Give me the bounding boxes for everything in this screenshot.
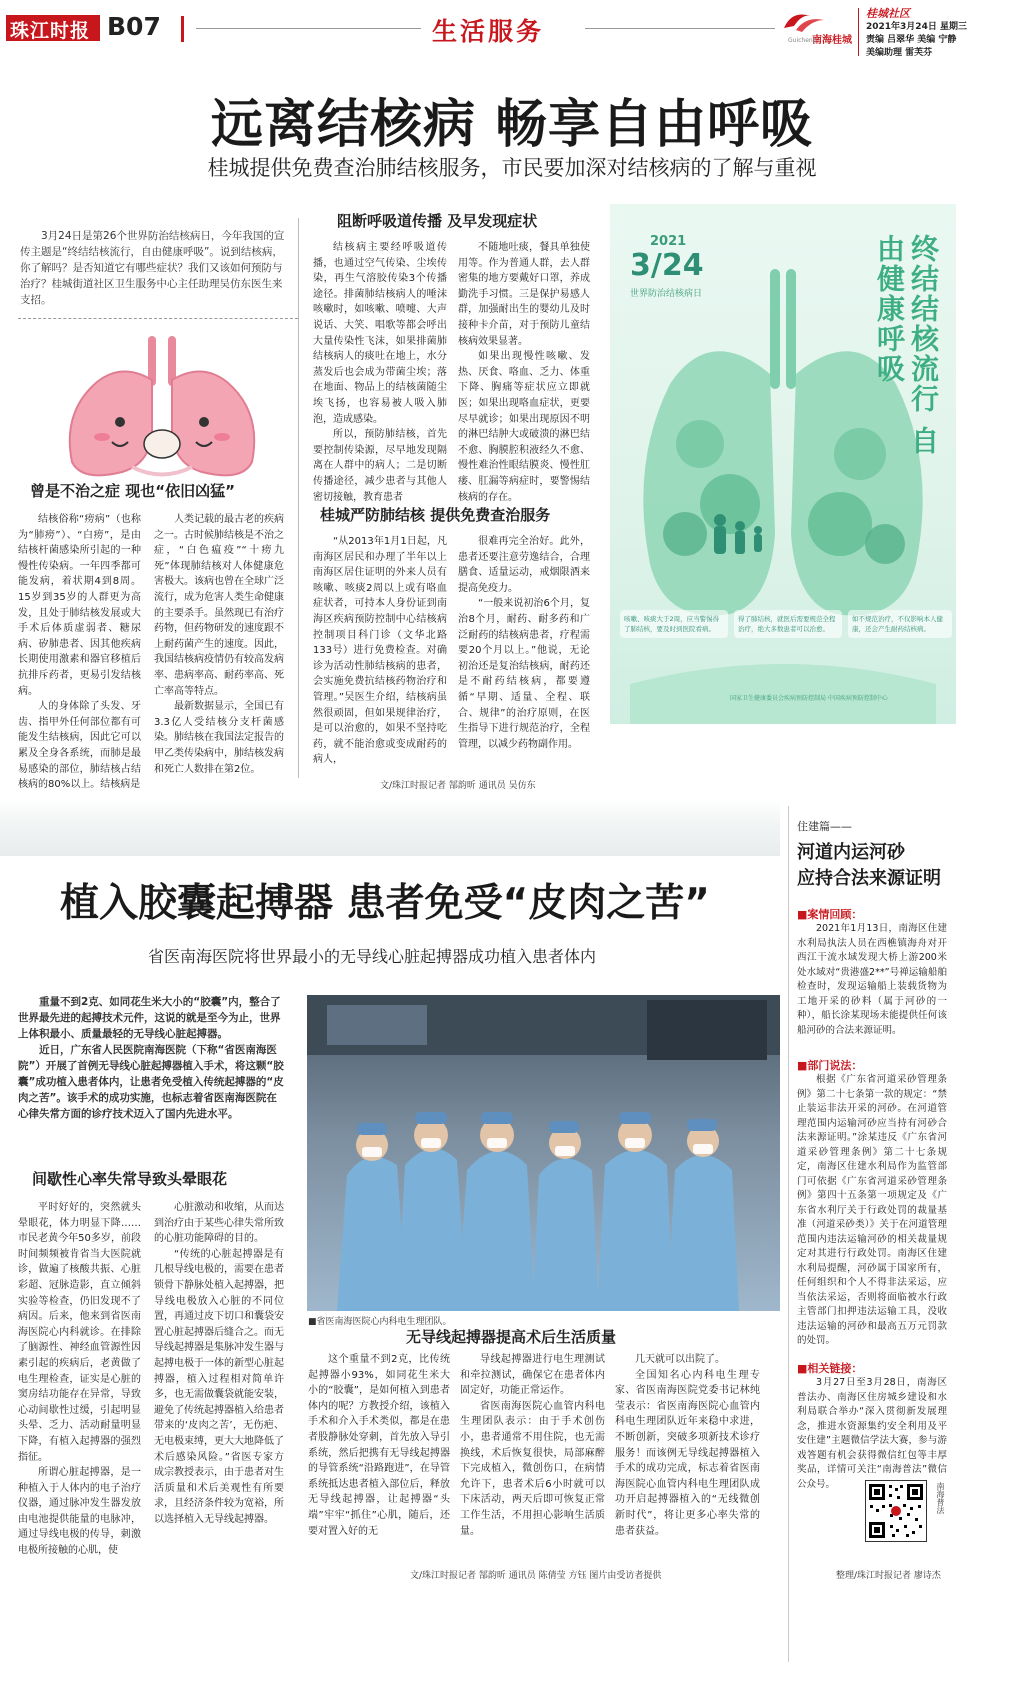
poster-date: 3/24 bbox=[630, 248, 704, 283]
paragraph: “从2013年1月1日起，凡南海区居民和办理了半年以上南海区居住证明的外来人员有咳嗽、咳痰2周以上或有咯血症状者，可持本人身份证到南海区疾病预防控制中心结核病控制项目科门诊（文华北路133号）进行免费检查。对确诊为活动性肺结核病的患者，会实施免费抗结核药物治疗和管理。”吴医生介绍，结核病虽然很顽固，但如果规律治疗，是可以治愈的，如果不坚持吃药，就不能治愈或变成耐药的病人， bbox=[313, 536, 447, 766]
story2-section-a-title: 间歇性心率失常导致头晕眼花 bbox=[32, 1170, 228, 1188]
masthead-divider bbox=[858, 8, 859, 56]
dept-text bbox=[797, 1073, 947, 1353]
paragraph: 省医南海医院心血管内科电生理团队表示：由于手术创伤小，患者通常不用住院，也无需换线，术后恢复很快，局部麻醉下完成植入，微创伤口，在病情允许下，患者术后6小时就可以下床活动，两天后即可恢复正常工作生活，不用担心影响生活质量。 bbox=[460, 1400, 605, 1537]
photo-caption: ■省医南海医院心内科电生理团队。 bbox=[308, 1317, 452, 1327]
story2-section-b-col1 bbox=[308, 1352, 450, 1562]
story1-headline: 远离结核病 畅享自由呼吸 bbox=[210, 95, 814, 155]
section-rule-right bbox=[585, 28, 775, 29]
editor-line: 责编 吕翠华 美编 宁静 bbox=[866, 35, 957, 45]
divider bbox=[181, 16, 184, 42]
team-photo bbox=[307, 995, 780, 1311]
masthead bbox=[0, 0, 1024, 58]
tb-day-poster bbox=[610, 204, 956, 724]
assistant-line: 美编助理 雷芙芬 bbox=[866, 48, 933, 58]
paragraph: 很难再完全治好。此外，患者还要注意劳逸结合，合理膳食、适量运动，戒烟限酒来提高免疫力。 bbox=[458, 536, 590, 594]
story2-section-b-title: 无导线起搏器提高术后生活质量 bbox=[406, 1328, 617, 1346]
story1-section-c-title: 桂城严防肺结核 提供免费查治服务 bbox=[320, 506, 551, 524]
paper-name: 珠江时报 bbox=[10, 20, 91, 42]
story1-section-a-col1 bbox=[18, 512, 141, 791]
paragraph: 人的身体除了头发、牙齿、指甲外任何部位都有可能发生结核病，因此它可以累及全身各系统，而肺是最易感染的部位，肺结核占结核病的80%以上。结核病是 bbox=[18, 701, 141, 791]
page-number: B07 bbox=[107, 12, 161, 41]
logo-text: 南海桂城 bbox=[812, 35, 852, 46]
qr-label: 南海普法 bbox=[936, 1482, 945, 1514]
sidebar-title-line2: 应持合法来源证明 bbox=[797, 868, 941, 889]
poster-tips bbox=[620, 610, 950, 666]
poster-footer: 国家卫生健康委员会疾病预防控制局 中国疾病预防控制中心 bbox=[730, 695, 888, 702]
paragraph: 结核俗称“痨病”（也称为“肺痨”）、“白痨”，是由结核杆菌感染所引起的一种慢性传染病。一年四季都可能发病，着状期4到8周。15岁到35岁的人群更为高发，且处于肺结核发展或大手术后体质虚弱者、糖尿病、矽肺患者、因其他疾病长期使用激素和器官移植后抗排斥药者，更易引发结核病。 bbox=[18, 514, 141, 697]
story2-section-a-col1 bbox=[18, 1200, 141, 1557]
story1-byline: 文/珠江时报记者 郜韵昕 通讯员 吴仿东 bbox=[380, 781, 536, 791]
paragraph: “一般来说初治6个月，复治8个月，耐药、耐多药和广泛耐药的结核病患者，疗程需要20个月以上。”他说，无论初治还是复治结核病，耐药还是不耐药结核病，都要遵循“早期、适量、全程、联合、规律”的治疗原则，在医生指导下进行规范治疗，全程管理，以减少药物副作用。 bbox=[458, 598, 590, 750]
paragraph: 几天就可以出院了。 bbox=[635, 1354, 725, 1365]
lead-paragraph: 近日，广东省人民医院南海医院（下称“省医南海医院”）开展了首例无导线心脏起搏器植入手术，将这颗“胶囊”成功植入患者体内，让患者免受植入传统起搏器的“皮肉之苦”。该手术的成功实施，也标志着省医南海医院在心律失常方面的诊疗技术迈入了国内先进水平。 bbox=[18, 1044, 284, 1120]
case-text bbox=[797, 922, 947, 1072]
column-rule bbox=[298, 218, 299, 778]
story1-section-a-col2 bbox=[154, 512, 284, 780]
story2-subheadline: 省医南海医院将世界最小的无导线心脏起搏器成功植入患者体内 bbox=[148, 947, 597, 966]
story2-section-a-col2 bbox=[154, 1200, 284, 1550]
story2-byline: 文/珠江时报记者 郜韵昕 通讯员 陈倩莹 方钰 图片由受访者提供 bbox=[410, 1571, 662, 1581]
poster-subtitle: 世界防治结核病日 bbox=[630, 289, 703, 299]
related-label: ■相关链接： bbox=[797, 1362, 863, 1375]
story1-section-b-title: 阻断呼吸道传播 及早发现症状 bbox=[337, 212, 538, 230]
paragraph: 所谓心脏起搏器，是一种植入于人体内的电子治疗仪器，通过脉冲发生器发放由电池提供能量的电脉冲，通过导线电极的传导，刺激电极所接触的心肌，使 bbox=[18, 1467, 141, 1557]
paragraph: 平时好好的，突然就头晕眼花，体力明显下降……市民老黄今年50多岁，前段时间频频被肯省当大医院就诊，做遍了核酸共振、心脏彩超、冠脉造影，直立倾斜实验等检查，仍旧发现不了病因。后来，他来到省医南海医院心内科就诊。在排除了脑源性、神经血管源性因素引起的疾病后，老黄做了电生理检查，证实是心脏的窦房结功能存在异常，导致心动间歇性过缓，引起明显头晕、乏力、活动耐量明显下降，有植入起搏器的强烈指征。 bbox=[18, 1202, 141, 1463]
dept-label: ■部门说法： bbox=[797, 1059, 863, 1072]
poster-tip: 得了肺结核，就医后需要规范全程治疗，绝大多数患者可以治愈。 bbox=[734, 610, 842, 638]
story1-section-a-title: 曾是不治之症 现也“依旧凶猛” bbox=[30, 482, 235, 500]
poster-tip: 咳嗽、咳痰大于2周，应当警惕得了肺结核，要及时到医院看病。 bbox=[620, 610, 728, 638]
poster-slogan: 终结结核流行 自由健康呼吸 bbox=[873, 234, 940, 456]
paragraph: 导线起搏器进行电生理测试和牵拉测试，确保它在患者体内固定好，功能正常运作。 bbox=[460, 1354, 605, 1397]
lungs-illustration bbox=[52, 332, 272, 487]
story2-section-b-col3 bbox=[615, 1352, 760, 1562]
story1-section-b-col2 bbox=[458, 240, 590, 503]
sidebar-kicker: 住建篇—— bbox=[797, 820, 852, 833]
lead-divider bbox=[18, 318, 298, 319]
paragraph: 结核病主要经呼吸道传播，也通过空气传染、尘埃传染，再生气溶胶传染3个传播途径。排菌肺结核病人的唾沫咳嗽时，如咳嗽、喷嚏、大声说话、大笑、唱歌等都会呼出大量传染性飞沫，如果排菌肺结核病人的痰吐在地上，水分蒸发后也会成为带菌尘埃；落在地面、物品上的结核菌随尘埃飞扬，也容易被人吸入肺泡，造成感染。 bbox=[313, 242, 447, 425]
lead-paragraph: 3月24日是第26个世界防治结核病日，今年我国的宣传主题是“终结结核流行，自由健康呼吸”。说到结核病，你了解吗？是否知道它有哪些症状？我们又该如何预防与治疗？桂城街道社区卫生服务中心主任助理吴仿东医生来支招。 bbox=[20, 230, 285, 306]
lead-paragraph: 重量不到2克、如同花生米大小的“胶囊”内，整合了世界最先进的起搏技术元件，这说的就是至今为止，世界上体积最小、质量最轻的无导线心脏起搏器。 bbox=[18, 996, 281, 1040]
logo-sub: Guicheng bbox=[788, 37, 817, 44]
paragraph: 最新数据显示，全国已有3.3亿人受结核分支杆菌感染。肺结核在我国法定报告的甲乙类传染病中，肺结核发病和死亡人数排在第2位。 bbox=[154, 701, 284, 775]
story1-section-c-col2 bbox=[458, 534, 590, 756]
section-rule-left bbox=[196, 28, 421, 29]
poster-year: 2021 bbox=[650, 234, 687, 249]
paragraph: 所以，预防肺结核，首先要控制传染源，尽早地发现隔离在人群中的病人；二是切断传播途径，减少患者与其他人密切接触，教育患者 bbox=[313, 429, 447, 503]
paragraph: 2021年1月13日，南海区住建水利局执法人员在西樵镇海舟对开西江干流水域发现大桥上游200米处水域对“贵港盛2**”号禅运输船舶检查时，发现运输船上装载货物为工地开采的砂料（属于河砂的一种），船长涂某现场未能提供任何该船河砂的合法来源证明。 bbox=[797, 923, 947, 1036]
paragraph: 不随地吐痰，餐具单独使用等。作为普通人群，去人群密集的地方要戴好口罩，养成勤洗手习惯。三是保护易感人群，加强耐出生的婴幼儿及时接种卡介苗，对于预防儿童结核病效果显著。 bbox=[458, 242, 590, 347]
paragraph: 根据《广东省河道采砂管理条例》第二十七条第一款的规定：“禁止装运非法开采的河砂。在河道管理范围内运输河砂应当持有河砂合法来源证明。”涂某违反《广东省河道采砂管理条例》第二十七条规定，南海区住建水利局作为监管部门可依据《广东省河道采砂管理条例》第四十五条第一项规定及《广东省水利厅关于行政处罚的裁量基准（河道采砂类）》关于在河道管理范围内违法运输河砂的相关裁量规定对其进行行政处罚。南海区住建水利局提醒，河砂属于国家所有，任何组织和个人不得非法采运，应当依法采运，否则将面临被水行政主管部门扣押违法运输工具，没收违法运输的河砂和最高五万元罚款的处罚。 bbox=[797, 1074, 947, 1346]
story2-section-b-col2 bbox=[460, 1352, 605, 1562]
story1-lead bbox=[20, 228, 292, 308]
sidebar-title-line1: 河道内运河砂 bbox=[797, 842, 905, 863]
story1-section-c-col1 bbox=[313, 534, 447, 766]
sidebar-rule bbox=[788, 806, 789, 1662]
paragraph: 如果出现慢性咳嗽、发热、厌食、咯血、乏力、体重下降、胸痛等症状应立即就医；如果出现咯血症状，更要尽早就诊；如果出现原因不明的淋巴结肿大或破溃的淋巴结不愈、胸膜腔积液经久不愈、慢性难治性眼结膜炎、慢性肛瘘、肛漏等病症时，要警惕结核病的存在。 bbox=[458, 351, 590, 503]
case-label: ■案情回顾： bbox=[797, 908, 863, 921]
paragraph: 心脏激动和收缩，从而达到治疗由于某些心律失常所致的心脏功能障碍的目的。 bbox=[154, 1202, 284, 1245]
qr-code-icon bbox=[865, 1480, 927, 1542]
paragraph: 这个重量不到2克，比传统起搏器小93%，如同花生米大小的“胶囊”，是如何植入到患者体内的呢？方教授介绍，该植入手术和介入手术类似，都是在患者股静脉处穿刺，首先放入导引系统，然后把携有无导线起搏器的导管系统“沿路跑进”，在导管系统抵达患者植入部位后，释放无导线起搏器，让起搏器“头端”牢牢“抓住”心肌，随后，还要对置入好的无 bbox=[308, 1354, 450, 1537]
story1-subheadline: 桂城提供免费查治肺结核服务，市民要加深对结核病的了解与重视 bbox=[207, 156, 817, 180]
story1-section-b-col1 bbox=[313, 240, 447, 503]
sidebar-footer: 整理/珠江时报记者 廖诗杰 bbox=[836, 1571, 941, 1581]
story2-headline: 植入胶囊起搏器 患者免受“皮肉之苦” bbox=[60, 881, 710, 926]
poster-tip: 如不规范治疗，不仅影响本人健康，还会产生耐药结核病。 bbox=[848, 610, 952, 638]
paragraph: 人类记载的最古老的疾病之一。古时候肺结核是不治之症，“白色瘟疫”“十痨九死”体现肺结核对人体健康危害极大。该病也曾在全球广泛流行，成为危害人类生命健康的主要杀手。虽然现已有治疗药物，但药物研发的速度跟不上耐药菌产生的速度。因此，我国结核病疫情仍有较高发病率、患病率高、耐药率高、死亡率高等特点。 bbox=[154, 514, 284, 697]
paragraph: 3月27日至3月28日，南海区普法办、南海区住房城乡建设和水利局联合举办“深入贯彻新发展理念，推进水资源集约安全利用及平安住建”主题微信学法大赛，参与游戏答题有机会获得微信红包等丰厚奖品，详情可关注“南海普法”微信公众号。 bbox=[797, 1377, 947, 1490]
date-line: 2021年3月24日 星期三 bbox=[866, 22, 967, 32]
story-separator bbox=[0, 798, 780, 856]
paragraph: “传统的心脏起搏器是有几根导线电极的，需要在患者锁骨下静脉处植入起搏器，把导线电极放入心脏的不同位置，再通过皮下切口和囊袋安置心脏起搏器后缝合之。而无导线起搏器是集脉冲发生器与起搏电极于一体的新型心脏起搏器，植入过程相对简单许多，也无需做囊袋就能安装，避免了传统起搏器植入给患者带来的‘皮肉之苦’，无伤疤、无电极束缚，更大大地降低了术后感染风险。”省医专家方成宗教授表示，由于患者对生活质量和术后美观性有所要求，且经济条件较为宽裕，所以选择植入无导线起搏器。 bbox=[154, 1248, 284, 1525]
section-title: 生活服务 bbox=[432, 17, 545, 46]
paragraph: 全国知名心内科电生理专家、省医南海医院党委书记林纯莹表示：省医南海医院心血管内科电生理团队近年来稳中求进，不断创新，突破多项新技术诊疗服务！而该例无导线起搏器植入手术的成功完成，标志着省医南海医院心血管内科电生理团队成功开启起搏器植入的“无线微创新时代”，将让更多心率失常的患者获益。 bbox=[615, 1369, 760, 1537]
column-logo: 桂城社区 bbox=[866, 7, 910, 20]
story2-lead bbox=[18, 994, 286, 1124]
